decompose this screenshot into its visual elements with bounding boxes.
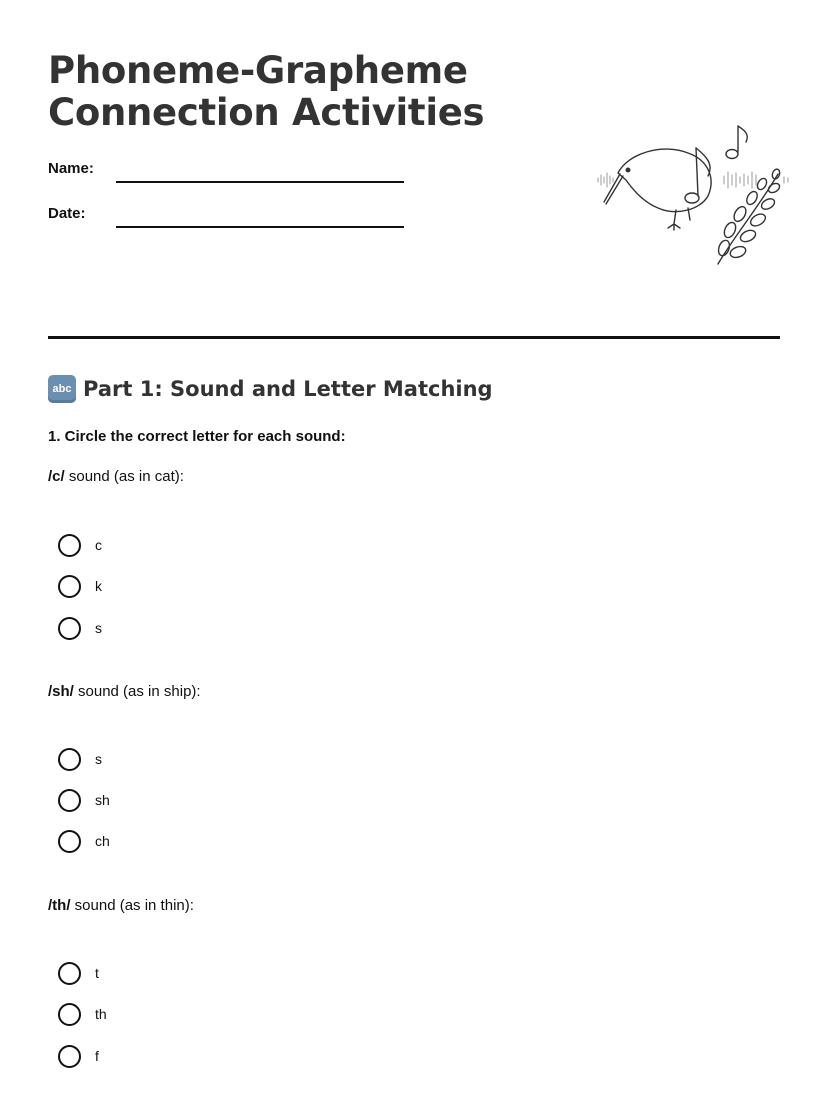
radio-circle-icon[interactable] <box>58 534 81 557</box>
part1-title: Part 1: Sound and Letter Matching <box>83 377 493 401</box>
answer-option[interactable] <box>58 961 99 985</box>
option-label: s <box>95 751 102 767</box>
option-label: c <box>95 537 102 553</box>
sound-prompt <box>48 683 201 700</box>
sound-hint: sound (as in ship): <box>78 683 201 700</box>
name-label: Name: <box>48 160 94 177</box>
date-input-line[interactable] <box>116 226 404 228</box>
sound-prompt <box>48 897 194 914</box>
radio-circle-icon[interactable] <box>58 617 81 640</box>
radio-circle-icon[interactable] <box>58 1003 81 1026</box>
answer-option[interactable] <box>58 1044 99 1068</box>
date-label: Date: <box>48 205 86 222</box>
question-1: 1. Circle the correct letter for each sound: <box>48 428 346 445</box>
radio-circle-icon[interactable] <box>58 830 81 853</box>
name-field[interactable] <box>48 160 408 184</box>
answer-option[interactable] <box>58 747 102 771</box>
radio-circle-icon[interactable] <box>58 789 81 812</box>
option-label: sh <box>95 792 110 808</box>
answer-option[interactable] <box>58 616 102 640</box>
sound-hint: sound (as in cat): <box>68 468 184 485</box>
option-label: ch <box>95 833 110 849</box>
option-label: f <box>95 1048 99 1064</box>
radio-circle-icon[interactable] <box>58 575 81 598</box>
answer-option[interactable] <box>58 1002 107 1026</box>
option-label: th <box>95 1006 107 1022</box>
sound-symbol: /sh/ <box>48 683 74 700</box>
worksheet-title <box>48 50 484 134</box>
title-line-2: Connection Activities <box>48 91 485 134</box>
answer-option[interactable] <box>58 574 102 598</box>
radio-circle-icon[interactable] <box>58 748 81 771</box>
radio-circle-icon[interactable] <box>58 1045 81 1068</box>
name-input-line[interactable] <box>116 181 404 183</box>
radio-circle-icon[interactable] <box>58 962 81 985</box>
answer-option[interactable] <box>58 533 102 557</box>
answer-option[interactable] <box>58 788 110 812</box>
answer-option[interactable] <box>58 829 110 853</box>
option-label: s <box>95 620 102 636</box>
section-divider <box>48 336 780 339</box>
abc-icon: abc <box>48 375 76 403</box>
option-label: k <box>95 578 102 594</box>
sound-symbol: /c/ <box>48 468 65 485</box>
title-line-1: Phoneme-Grapheme <box>48 49 468 92</box>
option-label: t <box>95 965 99 981</box>
sound-prompt <box>48 468 184 485</box>
date-field[interactable] <box>48 205 408 229</box>
sound-hint: sound (as in thin): <box>74 897 194 914</box>
sound-symbol: /th/ <box>48 897 71 914</box>
kiwi-illustration-icon <box>548 118 798 270</box>
part1-heading <box>48 374 493 404</box>
